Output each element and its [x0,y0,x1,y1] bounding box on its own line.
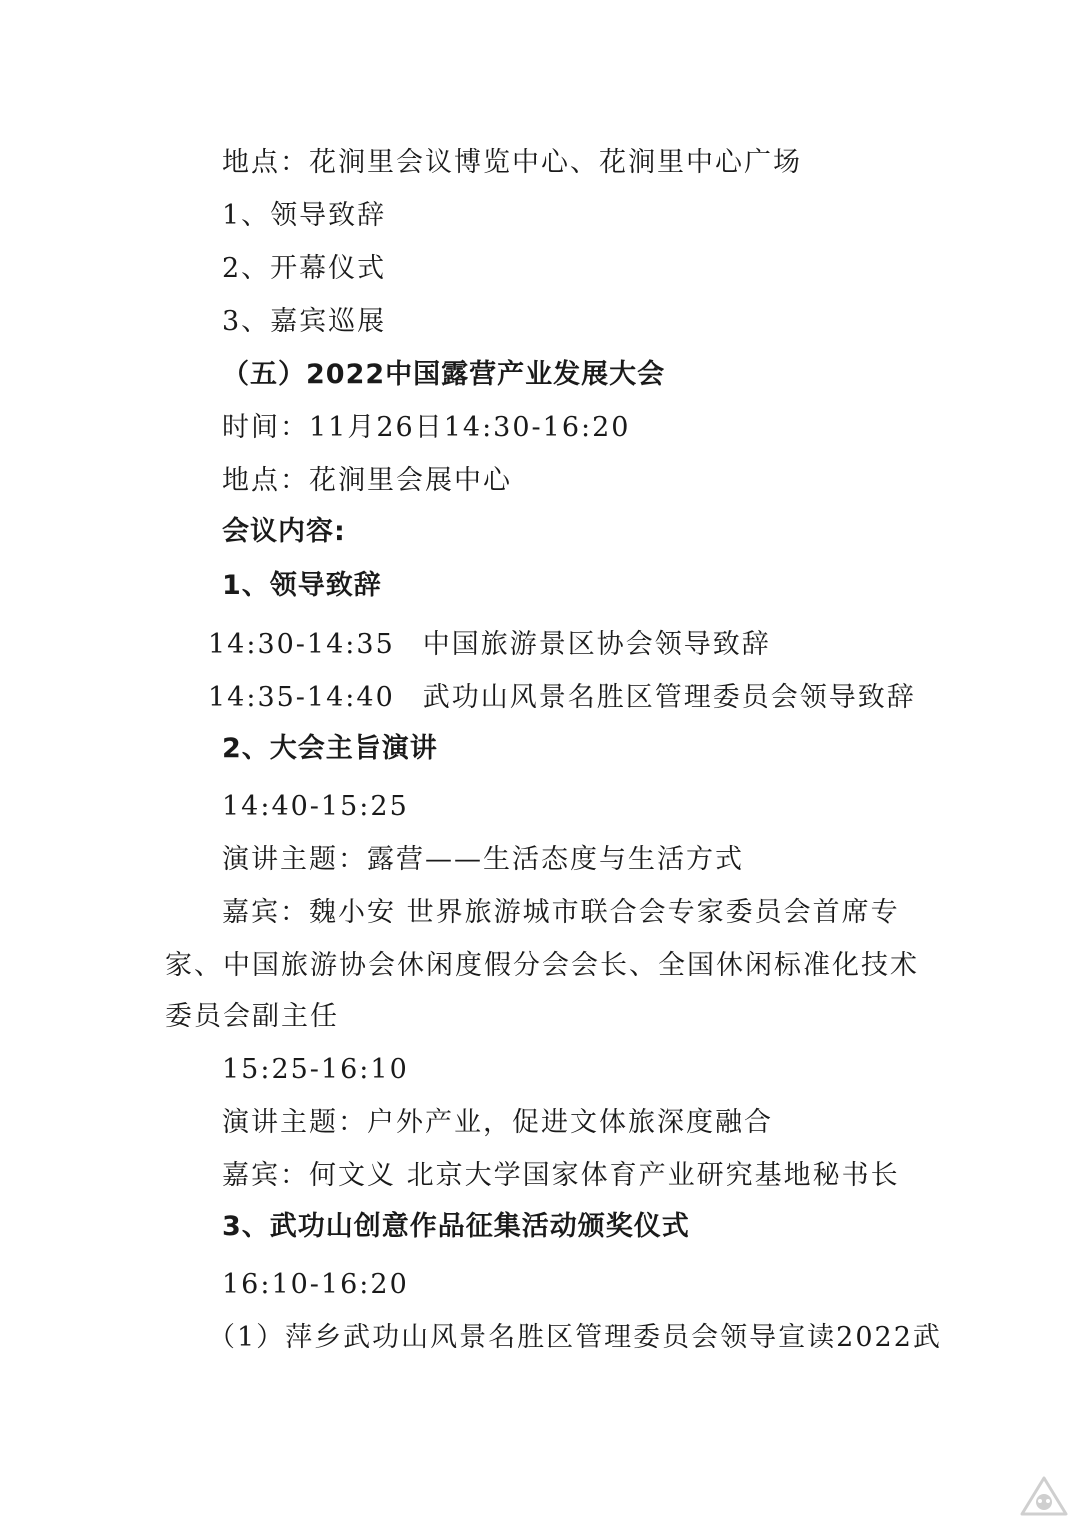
text-line: 16:10-16:20 [222,1269,409,1300]
text-line: 1、领导致辞 [222,200,387,231]
text-line: 地点：花涧里会议博览中心、花涧里中心广场 [222,147,802,178]
schedule-time: 14:30-14:35 [208,629,395,660]
schedule-row [208,681,916,715]
watermark-logo-icon [1016,1472,1072,1518]
text-line: 演讲主题：露营——生活态度与生活方式 [222,844,744,875]
text-line: 2、开幕仪式 [222,253,387,284]
schedule-time: 14:35-14:40 [208,682,395,713]
schedule-row [208,628,771,662]
text-line: 3、嘉宾巡展 [222,306,387,337]
section-heading: （五）2022中国露营产业发展大会 [222,359,666,390]
text-line: 地点：花涧里会展中心 [222,465,512,496]
text-line: 委员会副主任 [165,1001,339,1032]
subheading: 1、领导致辞 [222,570,382,601]
text-line: （1）萍乡武功山风景名胜区管理委员会领导宣读2022武 [208,1322,942,1353]
text-line: 演讲主题：户外产业，促进文体旅深度融合 [222,1107,773,1138]
text-line: 嘉宾：魏小安 世界旅游城市联合会专家委员会首席专 [222,897,900,928]
subheading: 会议内容: [222,516,346,547]
text-line: 家、中国旅游协会休闲度假分会会长、全国休闲标准化技术 [165,950,919,981]
text-line: 嘉宾：何文义 北京大学国家体育产业研究基地秘书长 [222,1160,900,1191]
text-line: 15:25-16:10 [222,1054,409,1085]
schedule-text: 武功山风景名胜区管理委员会领导致辞 [422,682,916,713]
text-line: 14:40-15:25 [222,791,409,822]
text-line: 时间：11月26日14:30-16:20 [222,412,631,443]
subheading: 2、大会主旨演讲 [222,733,438,764]
subheading: 3、武功山创意作品征集活动颁奖仪式 [222,1211,690,1242]
schedule-text: 中国旅游景区协会领导致辞 [422,629,771,660]
